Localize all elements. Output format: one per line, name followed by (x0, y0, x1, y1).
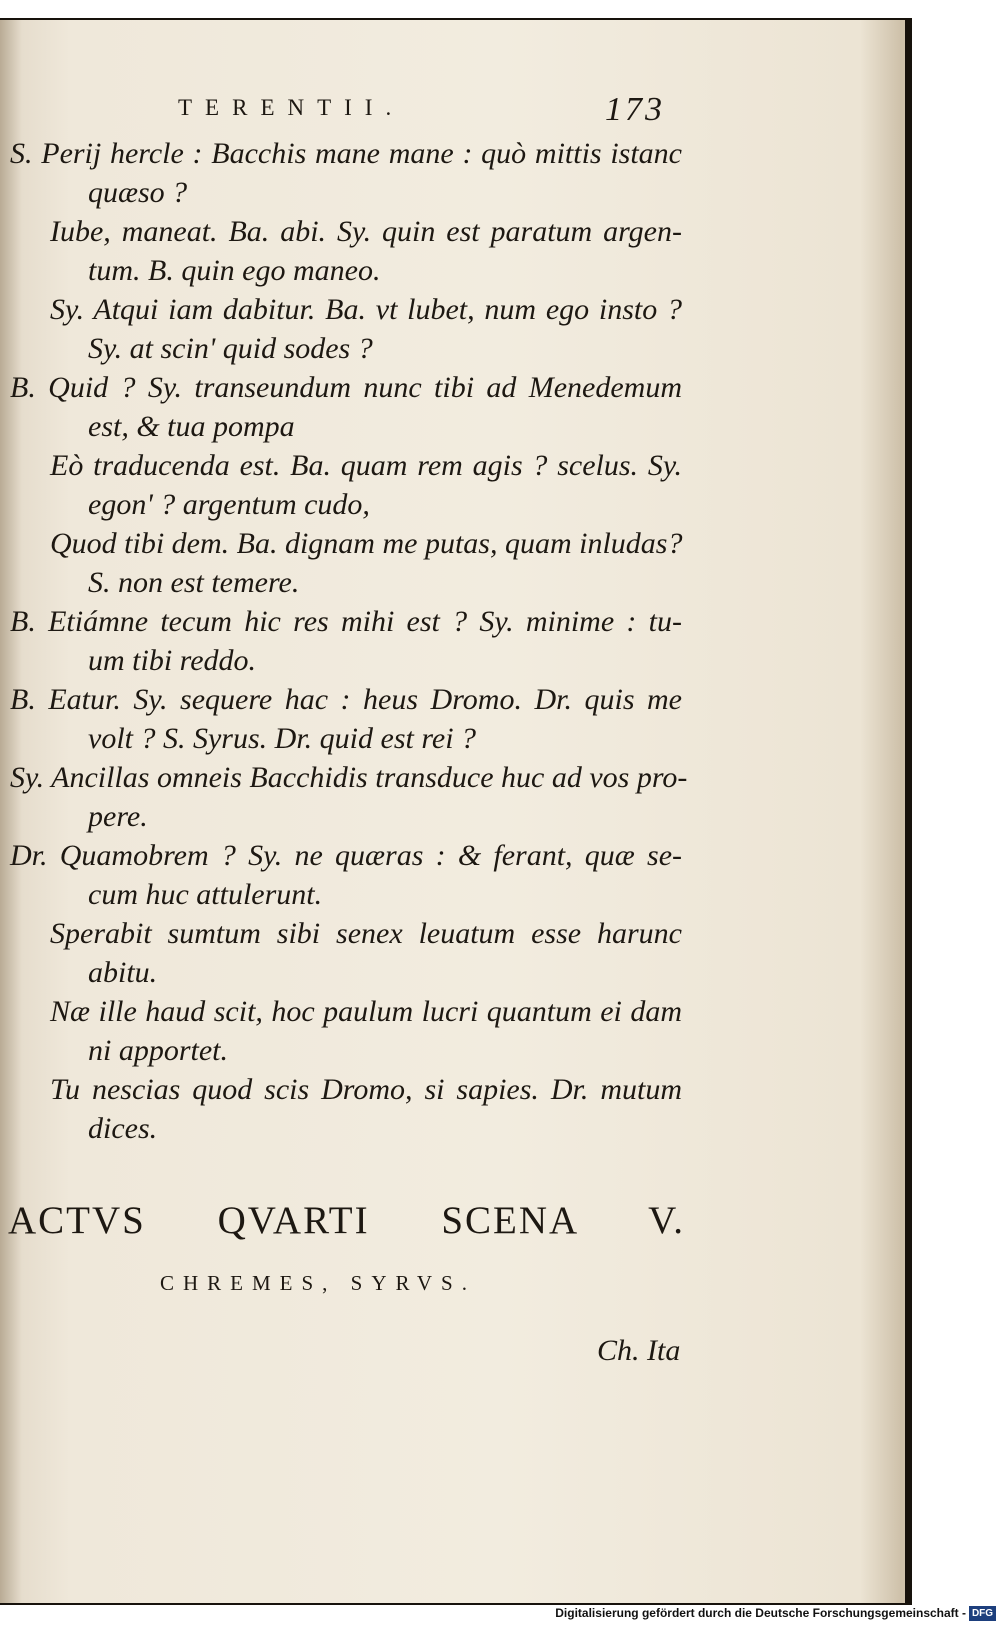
verse-line: Næ ille haud scit, hoc paulum lucri quantum ei dam (50, 995, 682, 1028)
verse-line: um tibi reddo. (88, 644, 257, 677)
verse-line: Eò traducenda est. Ba. quam rem agis ? scelus. Sy. (50, 449, 682, 482)
running-title: TERENTII. (178, 95, 405, 120)
verse-line: B. Eatur. Sy. sequere hac : heus Dromo. Dr. quis me (10, 683, 682, 716)
verse-line: S. non est temere. (88, 566, 300, 599)
verse-line: abitu. (88, 956, 158, 989)
verse-line: Quod tibi dem. Ba. dignam me putas, quam inludas? (50, 527, 683, 560)
verse-line: ni apportet. (88, 1034, 228, 1067)
verse-line: tum. B. quin ego maneo. (88, 254, 381, 287)
verse-line: egon' ? argentum cudo, (88, 488, 370, 521)
verse-line: Sy. at scin' quid sodes ? (88, 332, 373, 365)
verse-line: S. Perij hercle : Bacchis mane mane : quò mittis istanc (10, 137, 682, 170)
act-scene-heading: ACTVS QVARTI SCENA V. (8, 1199, 685, 1242)
verse-line: pere. (88, 800, 148, 833)
digitization-note: Digitalisierung gefördert durch die Deutsche Forschungsgemeinschaft - (555, 1606, 966, 1620)
play-text (10, 134, 688, 1148)
digitization-footer (0, 1605, 1000, 1625)
verse-line: volt ? S. Syrus. Dr. quid est rei ? (88, 722, 477, 755)
dfg-logo-icon: DFG (969, 1606, 996, 1621)
scene-characters: CHREMES, SYRVS. (160, 1271, 476, 1295)
verse-line: Sy. Atqui iam dabitur. Ba. vt lubet, num ego insto ? (50, 293, 682, 326)
book-page (0, 20, 905, 1603)
verse-line: Sperabit sumtum sibi senex leuatum esse harunc (50, 917, 682, 950)
verse-line: B. Etiámne tecum hic res mihi est ? Sy. minime : tu- (10, 605, 682, 638)
catchword: Ch. Ita (597, 1334, 681, 1367)
page-header (0, 75, 680, 128)
verse-line: quæso ? (88, 176, 188, 209)
verse-line: est, & tua pompa (88, 410, 295, 443)
verse-line: Iube, maneat. Ba. abi. Sy. quin est paratum argen- (50, 215, 682, 248)
page-number: 173 (605, 91, 665, 128)
verse-line: cum huc attulerunt. (88, 878, 323, 911)
verse-line: dices. (88, 1112, 158, 1145)
verse-line: B. Quid ? Sy. transeundum nunc tibi ad Menedemum (10, 371, 682, 404)
verse-line: Sy. Ancillas omneis Bacchidis transduce huc ad vos pro- (10, 761, 688, 794)
verse-line: Dr. Quamobrem ? Sy. ne quæras : & ferant, quæ se- (10, 839, 682, 872)
verse-line: Tu nescias quod scis Dromo, si sapies. Dr. mutum (50, 1073, 682, 1106)
